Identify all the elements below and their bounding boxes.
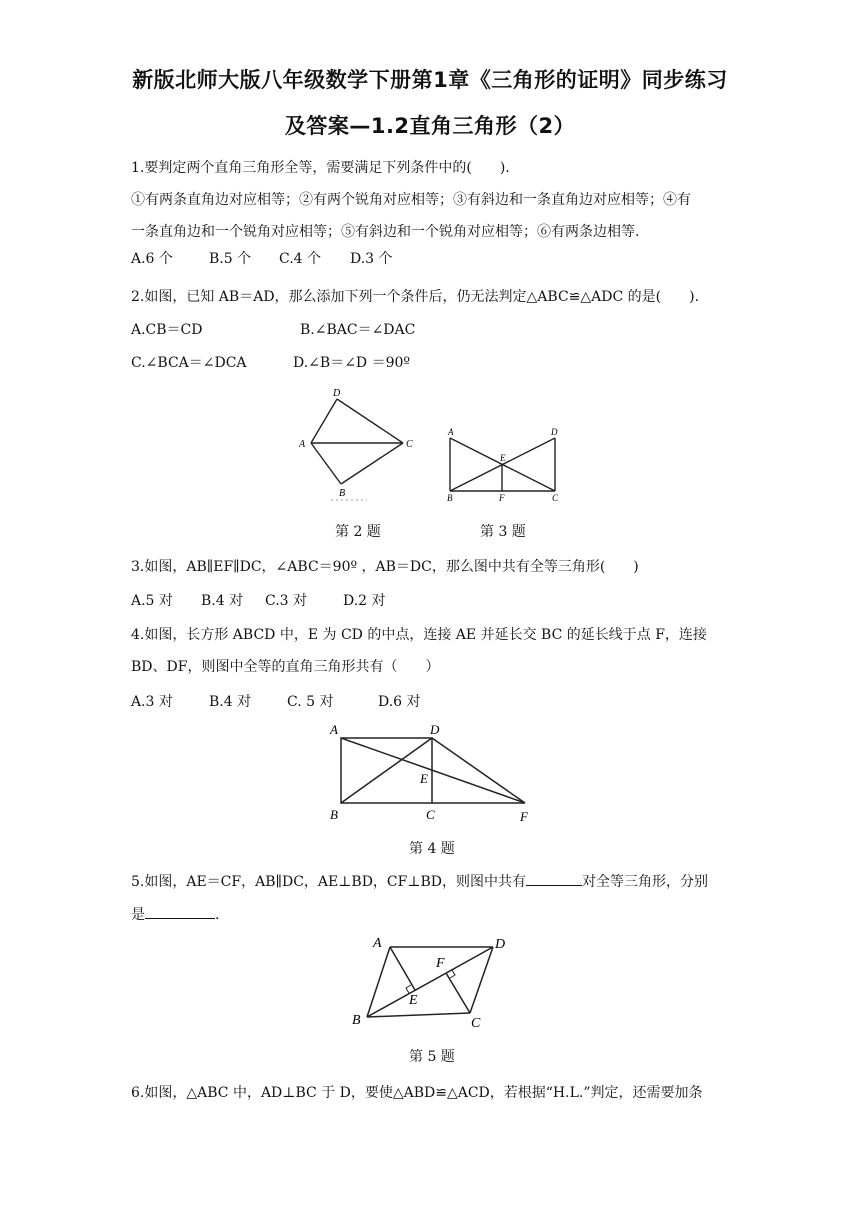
q5-answer-blank-pairs (145, 904, 215, 919)
q5-stem-part-3: 是 (131, 907, 145, 923)
q4-option-a: A.3 对 (131, 694, 173, 710)
fig5-label-a: A (373, 936, 382, 951)
q3-option-d: D.2 对 (343, 593, 386, 609)
q3-option-b: B.4 对 (201, 593, 244, 609)
q4-option-d: D.6 对 (378, 694, 421, 710)
fig3-label-b: B (447, 493, 453, 503)
q5-answer-blank-count (526, 871, 582, 886)
q4-stem-line-2: BD、DF，则图中全等的直角三角形共有（ ） (131, 659, 440, 675)
fig4-label-a: A (330, 722, 338, 737)
fig2-label-c: C (406, 439, 413, 450)
q2-option-c: C.∠BCA＝∠DCA (131, 355, 247, 371)
q1-option-b: B.5 个 (209, 251, 252, 267)
fig4-label-e: E (420, 771, 428, 786)
figure-5-parallelogram (345, 930, 525, 1030)
q2-stem: 2.如图，已知 AB＝AD，那么添加下列一个条件后，仍无法判定△ABC≌△ADC 的是( ). (131, 289, 700, 305)
q6-stem: 6.如图，△ABC 中，AD⊥BC 于 D，要使△ABD≌△ACD，若根据“H.L.”判定，还需要加条 (131, 1085, 703, 1101)
q3-option-c: C.3 对 (265, 593, 308, 609)
fig3-label-e: E (500, 453, 506, 463)
fig5-label-e: E (409, 993, 418, 1008)
worksheet-title-line-1: 新版北师大版八年级数学下册第1章《三角形的证明》同步练习 (132, 68, 728, 92)
fig4-label-b: B (330, 807, 338, 822)
fig2-label-d: D (333, 388, 341, 399)
figure-4-rectangle-extended (320, 718, 540, 828)
q3-option-a: A.5 对 (131, 593, 173, 609)
fig3-label-f: F (499, 493, 505, 503)
fig2-label-b: B (339, 488, 346, 499)
q5-stem-part-1: 5.如图，AE＝CF，AB∥DC，AE⊥BD，CF⊥BD，则图中共有 (131, 874, 527, 890)
figure-2-quadrilateral (295, 385, 425, 505)
fig2-caption: 第 2 题 (335, 524, 381, 540)
fig3-label-d: D (551, 427, 558, 437)
q2-option-a: A.CB＝CD (131, 322, 203, 338)
q3-stem: 3.如图，AB∥EF∥DC，∠ABC＝90º ，AB＝DC，那么图中共有全等三角形( ) (131, 559, 639, 575)
fig4-caption: 第 4 题 (409, 841, 455, 857)
q5-stem-part-2: 对全等三角形，分别 (582, 874, 709, 890)
fig4-label-c: C (426, 807, 435, 822)
q4-option-c: C. 5 对 (287, 694, 334, 710)
q1-option-c: C.4 个 (279, 251, 322, 267)
fig5-caption: 第 5 题 (409, 1049, 455, 1065)
fig4-label-f: F (520, 809, 528, 824)
q1-option-a: A.6 个 (131, 251, 173, 267)
q4-stem-line-1: 4.如图，长方形 ABCD 中，E 为 CD 的中点，连接 AE 并延长交 BC 的延长线于点 F，连接 (131, 627, 707, 643)
q5-stem-line-2 (131, 904, 219, 924)
worksheet-title-line-2: 及答案—1.2直角三角形（2） (284, 114, 576, 138)
figure-3-rectangle-cross (440, 423, 570, 505)
q5-stem-part-4: . (215, 907, 220, 923)
q1-stem: 1.要判定两个直角三角形全等，需要满足下列条件中的( ). (131, 160, 510, 176)
fig5-label-c: C (471, 1016, 481, 1030)
fig3-caption: 第 3 题 (480, 524, 526, 540)
fig5-label-d: D (495, 937, 506, 952)
q5-stem-line-1 (131, 871, 708, 891)
q1-conditions-line-1: ①有两条直角边对应相等；②有两个锐角对应相等；③有斜边和一条直角边对应相等；④有 (131, 192, 691, 208)
fig5-label-f: F (436, 956, 445, 971)
q2-option-d: D.∠B＝∠D ＝90º (293, 355, 410, 371)
fig2-label-a: A (299, 439, 306, 450)
q1-option-d: D.3 个 (350, 251, 393, 267)
fig3-label-a: A (448, 427, 454, 437)
q1-conditions-line-2: 一条直角边和一个锐角对应相等；⑤有斜边和一个锐角对应相等；⑥有两条边相等. (131, 224, 640, 240)
q4-option-b: B.4 对 (209, 694, 252, 710)
q2-option-b: B.∠BAC＝∠DAC (300, 322, 416, 338)
fig5-label-b: B (352, 1013, 361, 1028)
fig3-label-c: C (552, 493, 559, 503)
fig4-label-d: D (430, 722, 440, 737)
